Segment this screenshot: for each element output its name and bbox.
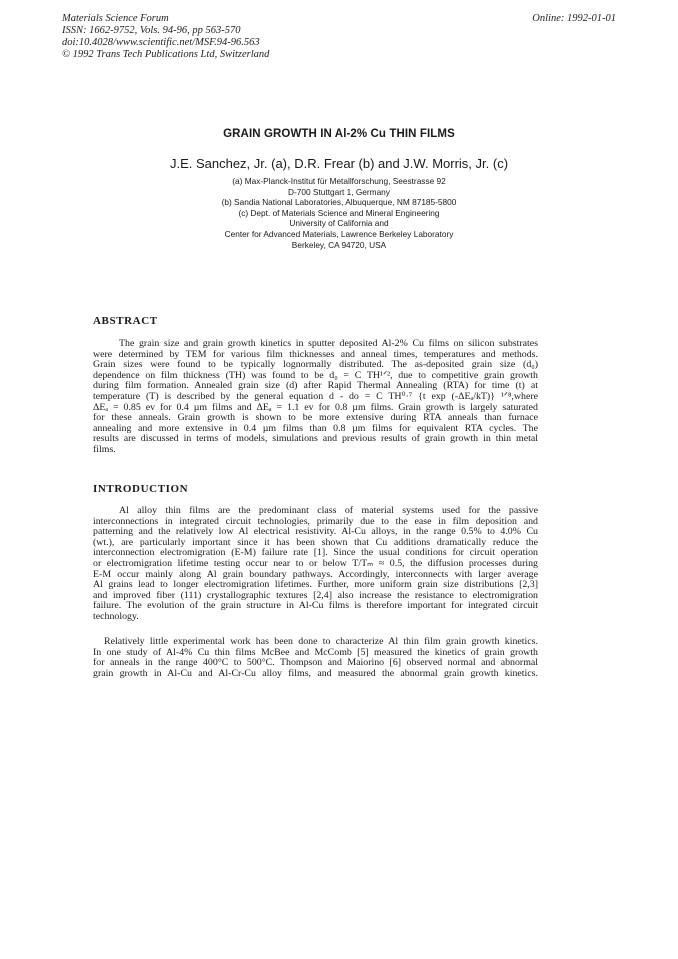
affiliation-line: University of California and bbox=[289, 218, 389, 229]
text-line: patterning and the relatively low Al electrical resistivity. Al-Cu alloys, in the range 0.5% to 4.0% Cu bbox=[93, 526, 538, 538]
affiliation-line: (b) Sandia National Laboratories, Albuquerque, NM 87185-5800 bbox=[221, 197, 457, 208]
text-line: failure. The evolution of the grain structure in Al-Cu films is therefore important for integrated circuit bbox=[93, 600, 538, 612]
affiliation-line: (a) Max-Planck-Institut für Metallforschung, Seestrasse 92 bbox=[232, 176, 446, 186]
text-line: were determined by TEM for various film thicknesses and anneal times, temperatures and methods. bbox=[93, 348, 538, 360]
abstract-heading: ABSTRACT bbox=[93, 315, 158, 327]
text-line: results are discussed in terms of models, simulations and previous results of grain growth in thin metal bbox=[93, 433, 538, 445]
text-line: Al grains lead to longer electromigration lifetimes. Further, more uniform grain size distributions [2,3] bbox=[93, 579, 538, 591]
text-line: Al alloy thin films are the predominant class of material systems used for the passive bbox=[119, 505, 538, 516]
affiliation-line: Center for Advanced Materials, Lawrence Berkeley Laboratory bbox=[224, 228, 454, 239]
text-line: for these anneals. Grain growth is shown to be more extensive during RTA anneals than furnace bbox=[93, 412, 538, 424]
text-line: In one study of Al-4% Cu thin films McBee and McComb [5] measured the kinetics of grain growth bbox=[93, 646, 538, 658]
affiliation-line: (c) Dept. of Materials Science and Mineral Engineering bbox=[238, 207, 440, 218]
text-line: grain growth in Al-Cu and Al-Cr-Cu alloy films, and measured the abnormal grain growth kinetics. bbox=[93, 667, 538, 679]
abstract-paragraph bbox=[93, 339, 538, 456]
affiliation-line: Berkeley, CA 94720, USA bbox=[291, 239, 387, 250]
text-line: during film formation. Annealed grain size (d) after Rapid Thermal Annealing (RTA) for time (t) at bbox=[93, 380, 538, 392]
affiliation-line: D-700 Stuttgart 1, Germany bbox=[288, 186, 390, 197]
introduction-heading: INTRODUCTION bbox=[93, 483, 189, 495]
text-line: and improved fiber (111) crystallographic textures [2,4] also increase the resistance to electromigration bbox=[93, 589, 538, 601]
copyright-line: © 1992 Trans Tech Publications Ltd, Switzerland bbox=[62, 49, 270, 60]
paper-title: GRAIN GROWTH IN Al-2% Cu THIN FILMS bbox=[223, 128, 455, 140]
text-line: Relatively little experimental work has been done to characterize Al thin film grain growth kinetics. bbox=[104, 636, 538, 647]
text-line: interconnection electromigration (E-M) failure rate [1]. Since the usual conditions for circuit operation bbox=[93, 547, 538, 559]
issn-line: ISSN: 1662-9752, Vols. 94-96, pp 563-570 bbox=[62, 25, 241, 36]
text-line: temperature (T) is described by the general equation d - do = C TH⁰·⁷ {t exp (-ΔEₐ/kT)} ¹ᐟ⁸,where bbox=[93, 390, 538, 402]
text-line: E-M occur mainly along Al grain boundary pathways. Accordingly, interconnects with larger average bbox=[93, 568, 538, 580]
introduction-paragraph-1 bbox=[93, 506, 538, 623]
author-list: J.E. Sanchez, Jr. (a), D.R. Frear (b) and J.W. Morris, Jr. (c) bbox=[169, 156, 509, 171]
publication-info bbox=[62, 13, 269, 61]
text-line: interconnections in integrated circuit technologies, primarily due to the ease in film deposition and bbox=[93, 515, 538, 527]
text-line: Grain sizes were found to be typically lognormally distributed. The as-deposited grain size (d₀) bbox=[93, 359, 538, 371]
text-line: or electromigration lifetime testing occur near to or below T/Tₘ ≈ 0.5, the diffusion processes during bbox=[93, 557, 538, 569]
text-line: ΔEₐ = 0.85 ev for 0.4 µm films and ΔEₐ = 1.1 ev for 0.8 µm films. Grain growth is largely saturated bbox=[93, 401, 538, 413]
online-date: Online: 1992-01-01 bbox=[532, 13, 616, 24]
text-line: (wt.), are particularly important since it has been shown that Cu additions dramatically reduce the bbox=[93, 536, 538, 548]
text-line: for anneals in the range 400°C to 500°C. Thompson and Maiorino [6] observed normal and abnormal bbox=[93, 657, 538, 669]
text-line: technology. bbox=[93, 610, 139, 622]
text-line: The grain size and grain growth kinetics in sputter deposited Al-2% Cu films on silicon substrates bbox=[119, 338, 538, 349]
affiliations bbox=[0, 176, 678, 250]
journal-name: Materials Science Forum bbox=[62, 13, 169, 24]
text-line: dependence on film thickness (TH) was found to be d₀ = C TH¹ᐟ², due to competitive grain growth bbox=[93, 369, 538, 381]
doi-line: doi:10.4028/www.scientific.net/MSF.94-96.563 bbox=[62, 37, 260, 48]
text-line: films. bbox=[93, 443, 116, 455]
introduction-paragraph-2 bbox=[93, 637, 538, 679]
text-line: annealing and more extensive in 0.4 µm films than 0.8 µm films for equivalent RTA cycles. The bbox=[93, 422, 538, 434]
